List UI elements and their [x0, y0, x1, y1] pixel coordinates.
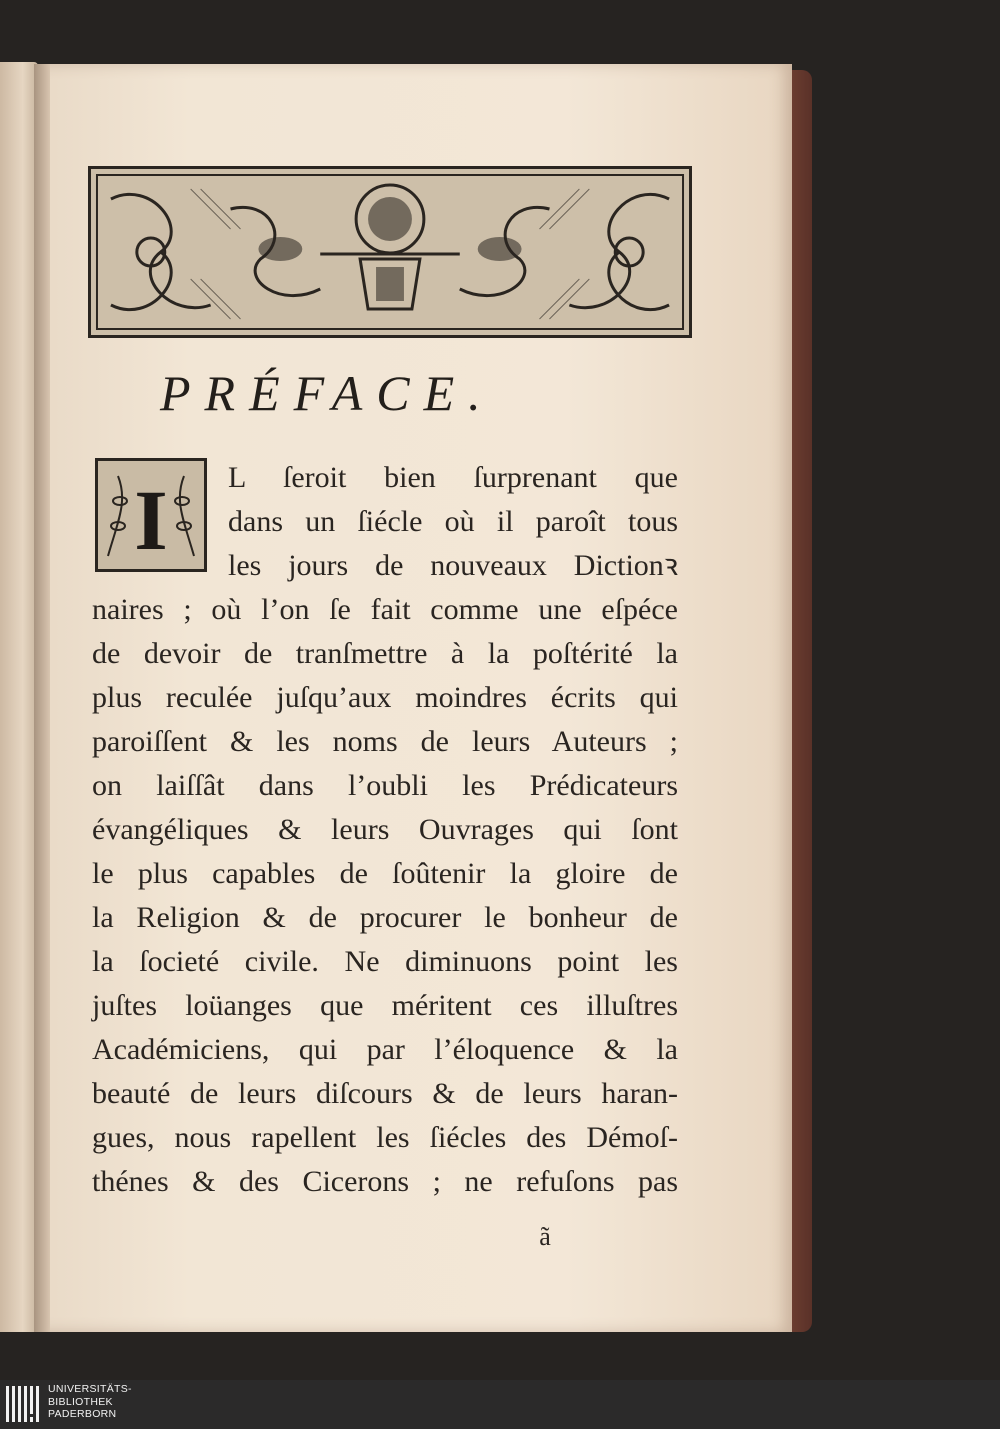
- text-line: Académiciens, qui par l’éloquence & la: [92, 1033, 678, 1066]
- text-line: de devoir de tranſmettre à la poſtérité la: [92, 637, 678, 670]
- library-logo-icon: [6, 1386, 44, 1422]
- text-line: naires ; où l’on ſe fait comme une eſpéce: [92, 593, 678, 626]
- text-line: juſtes loüanges que méritent ces illuſtres: [92, 989, 678, 1022]
- library-name: [48, 1383, 208, 1421]
- page-gutter: [34, 64, 50, 1332]
- text-line: la Religion & de procurer le bonheur de: [92, 901, 678, 934]
- text-line: dans un ſiécle où il paroît tous: [228, 505, 678, 538]
- text-line: le plus capables de ſoûtenir la gloire de: [92, 857, 678, 890]
- library-name-line: BIBLIOTHEK: [48, 1395, 113, 1408]
- decorated-initial-letter: [95, 458, 207, 572]
- text-line: on laiſſât dans l’oubli les Prédicateurs: [92, 769, 678, 802]
- text-line: beauté de leurs diſcours & de leurs haran-: [92, 1077, 678, 1110]
- library-name-line: UNIVERSITÄTS-: [48, 1383, 132, 1395]
- text-line: thénes & des Cicerons ; ne refuſons pas: [92, 1165, 678, 1198]
- left-page-edge: [0, 62, 38, 1332]
- dropcap-letter: I: [134, 472, 168, 568]
- text-line: gues, nous rapellent les ſiécles des Démoſ-: [92, 1121, 678, 1154]
- page-title: PRÉFACE.: [160, 365, 495, 421]
- text-line: plus reculée juſqu’aux moindres écrits qui: [92, 681, 678, 714]
- text-line: paroiſſent & les noms de leurs Auteurs ;: [92, 725, 678, 758]
- text-line: la ſocieté civile. Ne diminuons point les: [92, 945, 678, 978]
- text-line: L ſeroit bien ſurprenant que: [228, 461, 678, 494]
- signature-mark: ã: [539, 1222, 551, 1251]
- text-line: évangéliques & leurs Ouvrages qui ſont: [92, 813, 678, 846]
- library-name-line: PADERBORN: [48, 1408, 117, 1420]
- ornamental-headpiece: [88, 166, 692, 338]
- text-line: les jours de nouveaux Dictionꝛ: [228, 549, 678, 582]
